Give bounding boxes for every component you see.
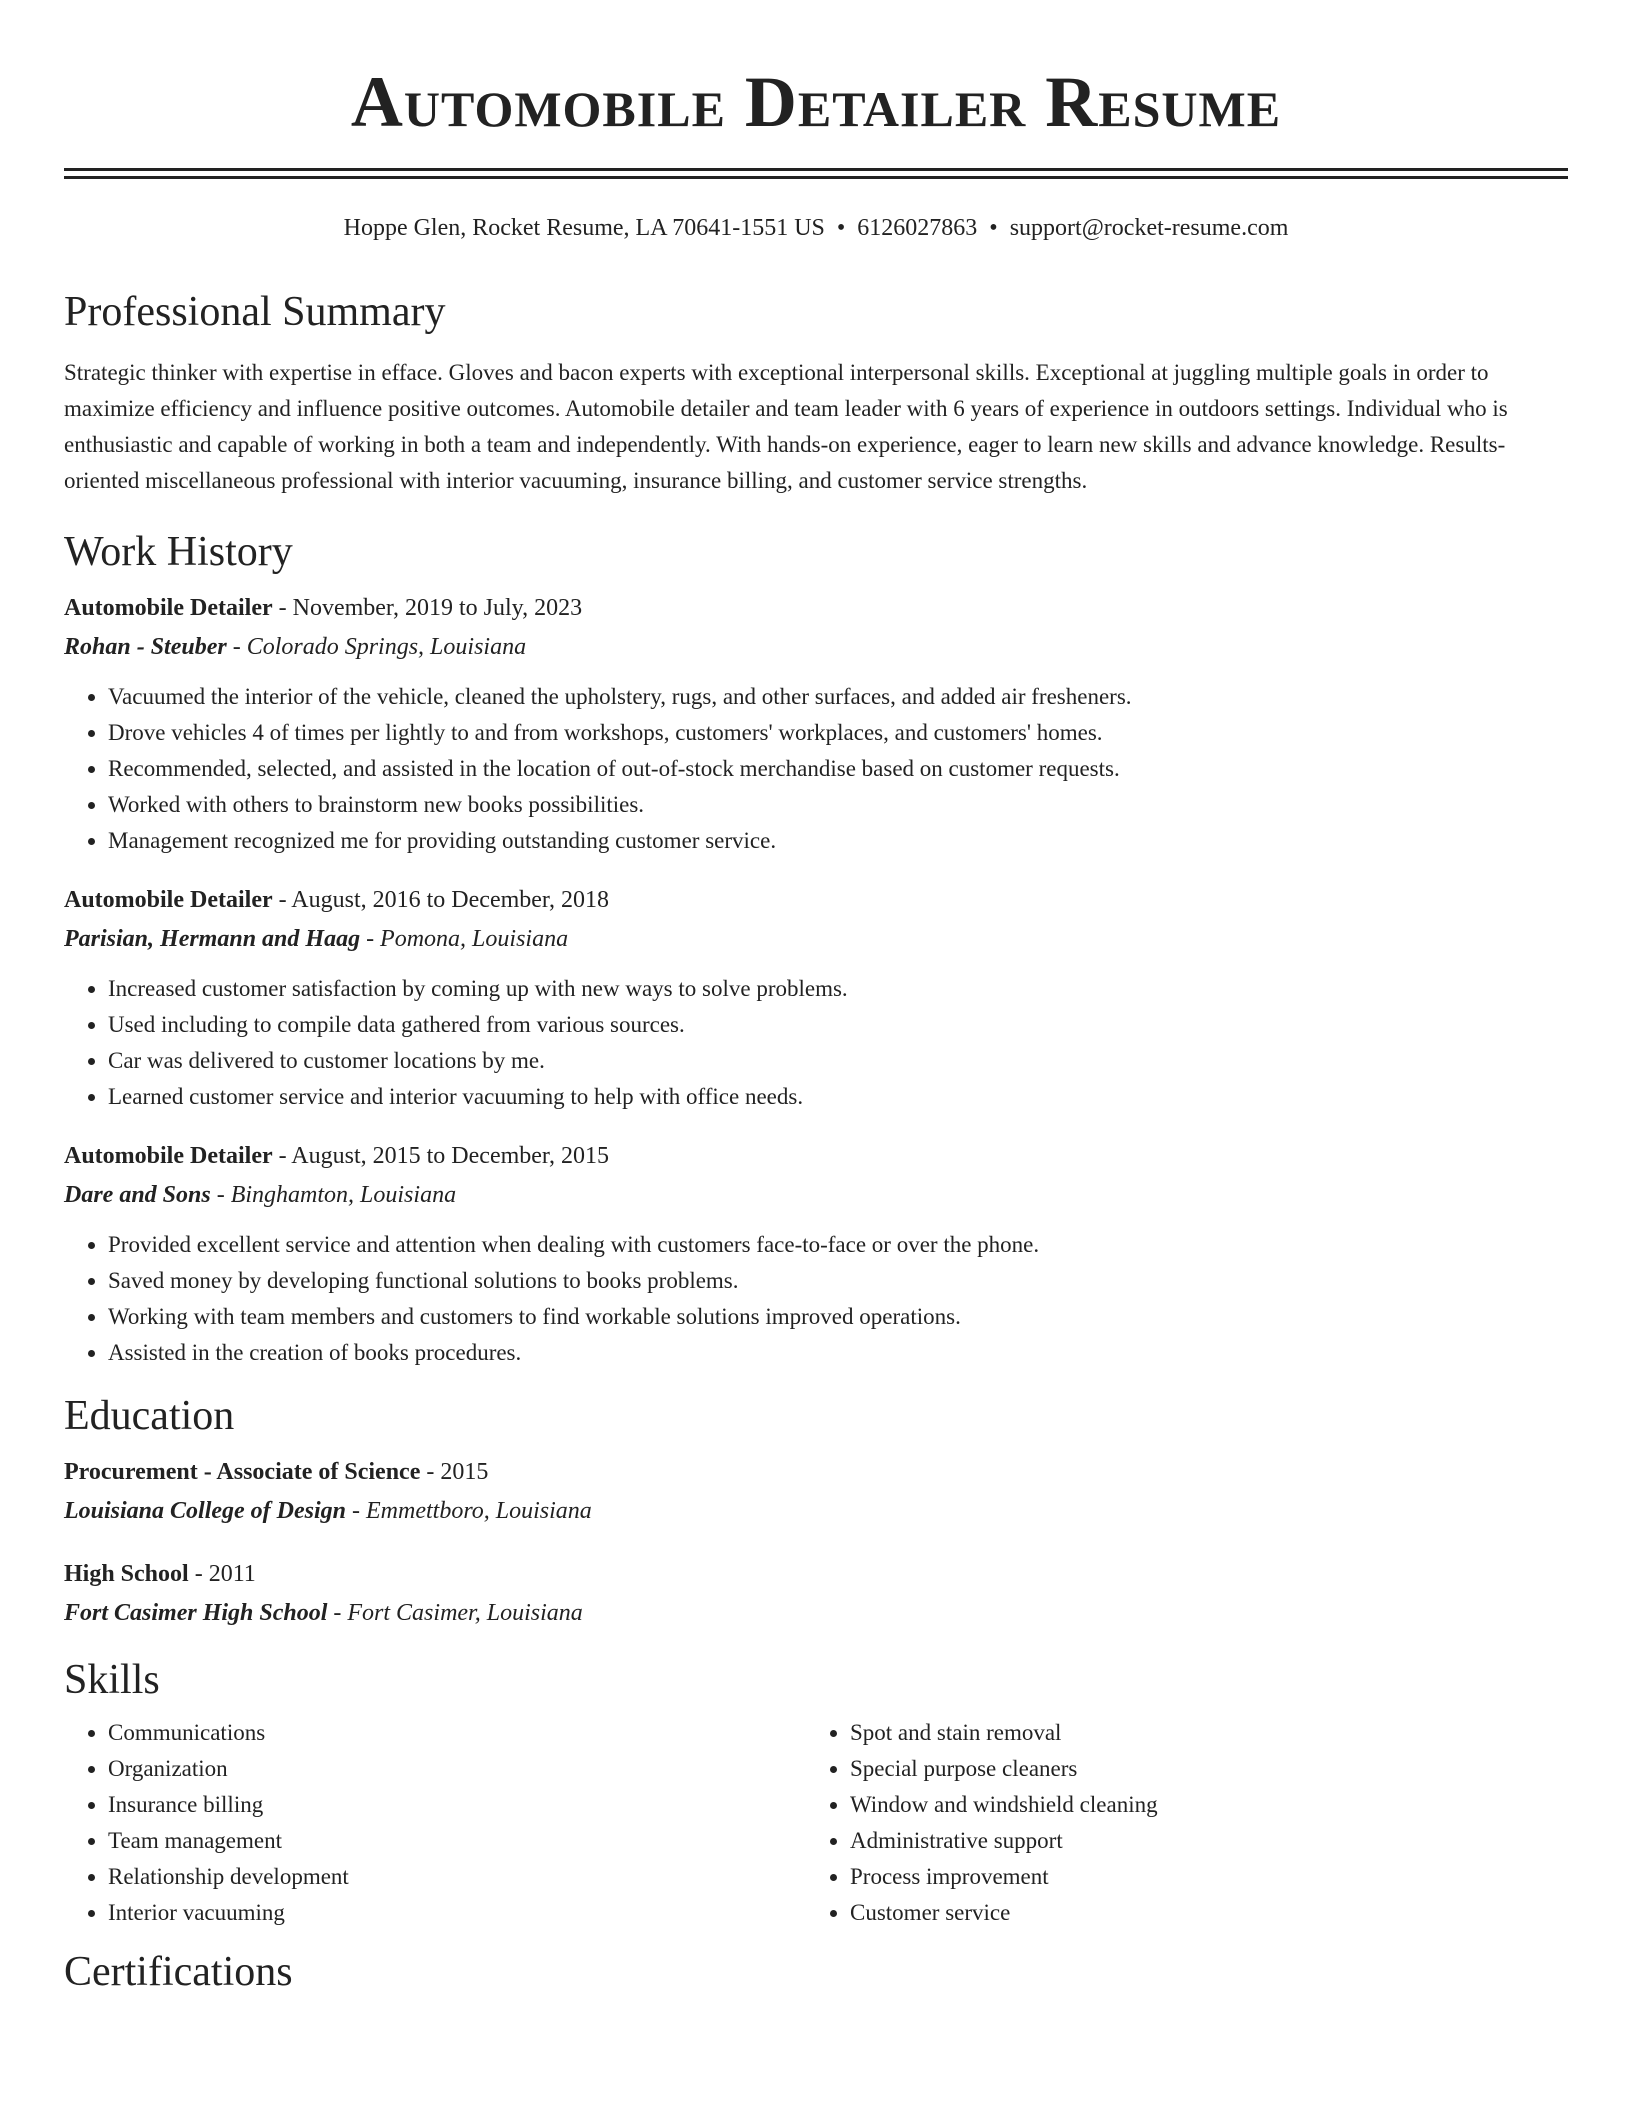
- job-company: Dare and Sons: [64, 1182, 211, 1208]
- job-company: Parisian, Hermann and Haag: [64, 926, 361, 952]
- certifications-heading: Certifications: [64, 1949, 293, 1995]
- contact-address: Hoppe Glen, Rocket Resume, LA 70641-1551 US: [343, 215, 825, 241]
- list-item: • Saved money by developing functional solutions to books problems.: [108, 1263, 1568, 1299]
- skill-item: • Process improvement: [850, 1859, 1548, 1895]
- contact-email: support@rocket-resume.com: [1009, 215, 1289, 241]
- job-company-line: [64, 628, 1568, 667]
- job-dates: - November, 2019 to July, 2023: [272, 595, 583, 621]
- degree: Procurement - Associate of Science: [64, 1459, 421, 1485]
- contact-separator: •: [836, 215, 846, 241]
- job-company: Rohan - Steuber: [64, 634, 227, 660]
- job-title: Automobile Detailer: [64, 595, 273, 621]
- school-location: - Emmettboro, Louisiana: [346, 1498, 592, 1524]
- list-item: • Drove vehicles 4 of times per lightly to and from workshops, customers' workplaces, and customers' homes.: [108, 715, 1568, 751]
- list-item: • Car was delivered to customer locations by me.: [108, 1043, 1568, 1079]
- school-line: [64, 1492, 1568, 1531]
- job-title: Automobile Detailer: [64, 887, 273, 913]
- title-divider: [64, 168, 1568, 179]
- job-company-line: [64, 920, 1568, 959]
- list-item: • Worked with others to brainstorm new books possibilities.: [108, 787, 1568, 823]
- job-bullets: [64, 1227, 1568, 1371]
- job-location: - Pomona, Louisiana: [360, 926, 569, 952]
- education-heading: Education: [64, 1393, 235, 1439]
- job-entry: [64, 881, 1568, 1115]
- job-dates: - August, 2015 to December, 2015: [272, 1143, 609, 1169]
- skill-item: • Interior vacuuming: [108, 1895, 806, 1931]
- list-item: • Assisted in the creation of books procedures.: [108, 1335, 1568, 1371]
- skills-list: [64, 1715, 1568, 1931]
- job-company-line: [64, 1176, 1568, 1215]
- job-bullets: [64, 971, 1568, 1115]
- skill-item: • Team management: [108, 1823, 806, 1859]
- graduation-year: - 2015: [420, 1459, 489, 1485]
- job-title: Automobile Detailer: [64, 1143, 273, 1169]
- summary-heading: Professional Summary: [64, 289, 446, 335]
- summary-text: Strategic thinker with expertise in efface. Gloves and bacon experts with exceptional interpersonal skills. Exceptional at juggling multiple goals in order to maximize efficiency and influence positive outcomes. Automobile detailer and team leader with 6 years of experience in outdoors settings. Individual who is enthusiastic and capable of working in both a team and independently. With hands-on experience, eager to learn new skills and advance knowledge. Results-oriented miscellaneous professional with interior vacuuming, insurance billing, and customer service strengths.: [64, 360, 1508, 493]
- skill-item: • Communications: [108, 1715, 806, 1751]
- skills-column-left: [64, 1715, 806, 1931]
- list-item: • Recommended, selected, and assisted in the location of out-of-stock merchandise based on customer requests.: [108, 751, 1568, 787]
- job-title-line: [64, 589, 1568, 628]
- job-title-line: [64, 1137, 1568, 1176]
- work-history-heading: Work History: [64, 529, 293, 575]
- degree-line: [64, 1555, 1568, 1594]
- school-line: [64, 1594, 1568, 1633]
- degree: High School: [64, 1561, 189, 1587]
- contact-phone: 6126027863: [857, 215, 978, 241]
- job-entry: [64, 1137, 1568, 1371]
- list-item: • Working with team members and customers to find workable solutions improved operations.: [108, 1299, 1568, 1335]
- job-dates: - August, 2016 to December, 2018: [272, 887, 609, 913]
- skills-heading: Skills: [64, 1657, 160, 1703]
- skill-item: • Window and windshield cleaning: [850, 1787, 1548, 1823]
- job-location: - Colorado Springs, Louisiana: [226, 634, 527, 660]
- degree-line: [64, 1453, 1568, 1492]
- school-name: Fort Casimer High School: [64, 1600, 328, 1626]
- list-item: • Learned customer service and interior vacuuming to help with office needs.: [108, 1079, 1568, 1115]
- education-entry: [64, 1555, 1568, 1633]
- list-item: • Increased customer satisfaction by coming up with new ways to solve problems.: [108, 971, 1568, 1007]
- skill-item: • Spot and stain removal: [850, 1715, 1548, 1751]
- job-location: - Binghamton, Louisiana: [210, 1182, 457, 1208]
- list-item: • Used including to compile data gathered from various sources.: [108, 1007, 1568, 1043]
- education-entry: [64, 1453, 1568, 1531]
- skill-item: • Insurance billing: [108, 1787, 806, 1823]
- school-location: - Fort Casimer, Louisiana: [327, 1600, 583, 1626]
- contact-line: [64, 213, 1568, 243]
- skill-item: • Administrative support: [850, 1823, 1548, 1859]
- job-title-line: [64, 881, 1568, 920]
- graduation-year: - 2011: [188, 1561, 256, 1587]
- school-name: Louisiana College of Design: [64, 1498, 347, 1524]
- list-item: • Provided excellent service and attention when dealing with customers face-to-face or over the phone.: [108, 1227, 1568, 1263]
- job-bullets: [64, 679, 1568, 859]
- skill-item: • Special purpose cleaners: [850, 1751, 1548, 1787]
- contact-separator: •: [989, 215, 998, 241]
- list-item: • Vacuumed the interior of the vehicle, cleaned the upholstery, rugs, and other surfaces, and added air fresheners.: [108, 679, 1568, 715]
- job-entry: [64, 589, 1568, 859]
- skills-column-right: [806, 1715, 1548, 1931]
- skill-item: • Relationship development: [108, 1859, 806, 1895]
- list-item: • Management recognized me for providing outstanding customer service.: [108, 823, 1568, 859]
- skill-item: • Organization: [108, 1751, 806, 1787]
- page-title: Automobile Detailer Resume: [350, 62, 1282, 142]
- skill-item: • Customer service: [850, 1895, 1548, 1931]
